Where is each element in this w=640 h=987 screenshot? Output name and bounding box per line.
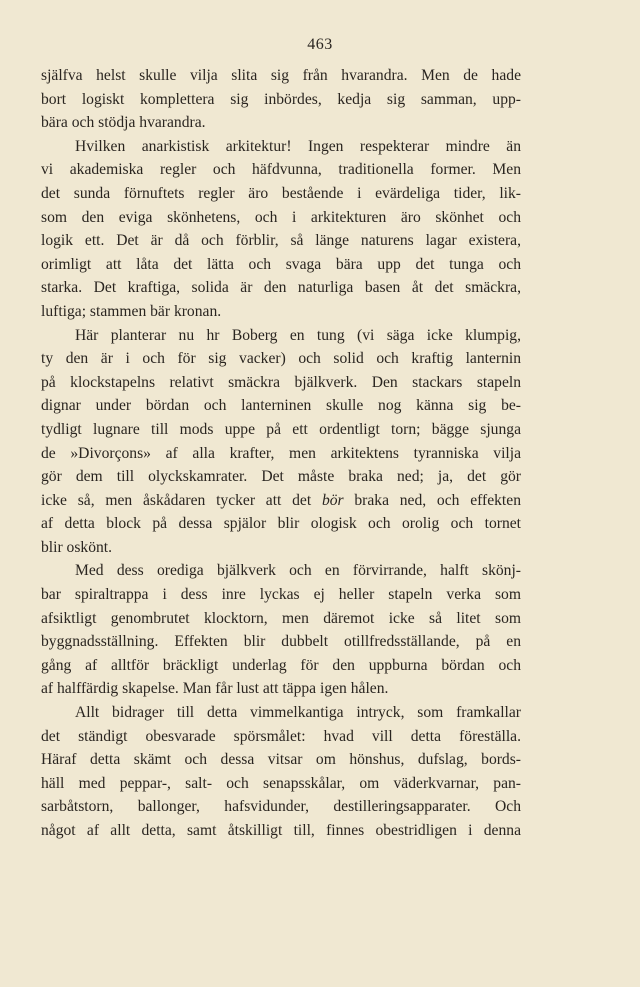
body-text	[41, 64, 521, 843]
text-line: bort logiskt komplettera sig inbördes, kedja sig samman, upp-	[41, 90, 521, 108]
text-line: det ständigt obesvarade spörsmålet: hvad vill detta föreställa.	[41, 727, 521, 745]
text-line: bar spiraltrappa i dess inre lyckas ej heller stapeln verka som	[41, 586, 521, 604]
text-line: af halffärdig skapelse. Man får lust att täppa igen hålen.	[41, 680, 389, 698]
text-line: Med dess orediga bjälkverk och en förvirrande, halft skönj-	[75, 562, 521, 580]
text-line: på klockstapelns relativt smäckra bjälkverk. Den stackars stapeln	[41, 373, 521, 391]
text-line: Här planterar nu hr Boberg en tung (vi säga icke klumpig,	[75, 326, 521, 344]
text-line: luftiga; stammen bär kronan.	[41, 302, 222, 320]
text-line: själfva helst skulle vilja slita sig från hvarandra. Men de hade	[41, 67, 521, 84]
text-line: något af allt detta, samt åtskilligt till, finnes obestridligen i denna	[41, 822, 521, 839]
italic-word: bör	[321, 491, 344, 509]
text-line-with-italic	[41, 489, 521, 513]
text-line: häll med peppar-, salt- och senapsskålar, om väderkvarnar, pan-	[41, 774, 521, 792]
text-line: gör dem till olyckskamrater. Det måste braka ned; ja, det gör	[41, 468, 521, 486]
text-line: afsiktligt genombrutet klocktorn, men däremot icke så litet som	[41, 609, 521, 627]
text-line: blir oskönt.	[41, 538, 113, 556]
text-line: dignar under bördan och lanterninen skulle nog känna sig be-	[41, 397, 521, 415]
text-line: det sunda förnuftets regler äro bestående i evärdeliga tider, lik-	[41, 184, 521, 202]
text-line: vi akademiska regler och häfdvunna, traditionella former. Men	[41, 161, 521, 179]
text-line: sarbåtstorn, ballonger, hafsvidunder, destilleringsapparater. Och	[41, 798, 521, 816]
text-line: byggnadsställning. Effekten blir dubbelt otillfredsställande, på en	[41, 633, 521, 651]
text-line: starka. Det kraftiga, solida är den naturliga basen åt det smäckra,	[41, 279, 521, 297]
page-number: 463	[307, 36, 333, 53]
text-line: bära och stödja hvarandra.	[41, 114, 206, 132]
text-line: af detta block på dessa spjälor blir ologisk och orolig och tornet	[41, 515, 521, 533]
text-segment: icke så, men åskådaren tycker att det	[41, 491, 322, 509]
text-line: tydligt lugnare till mods uppe på ett ordentligt torn; bägge sjunga	[41, 420, 521, 438]
text-line: som den eviga skönhetens, och i arkitekturen äro skönhet och	[41, 208, 521, 226]
text-line: logik ett. Det är då och förblir, så länge naturens lagar existera,	[41, 232, 521, 250]
text-line: Allt bidrager till detta vimmelkantiga intryck, som framkallar	[75, 704, 521, 722]
text-line: Häraf detta skämt och dessa vitsar om hönshus, dufslag, bords-	[41, 751, 521, 769]
text-line: orimligt att låta det lätta och svaga bära upp det tunga och	[41, 255, 521, 273]
text-line: gång af alltför bräckligt underlag för den uppburna bördan och	[41, 656, 521, 674]
text-line: ty den är i och för sig vacker) och solid och kraftig lanternin	[41, 350, 521, 368]
text-line: Hvilken anarkistisk arkitektur! Ingen respekterar mindre än	[75, 137, 521, 155]
text-segment: braka ned, och effekten	[343, 491, 521, 509]
text-line: de »Divorçons» af alla krafter, men arkitektens tyranniska vilja	[41, 444, 521, 462]
